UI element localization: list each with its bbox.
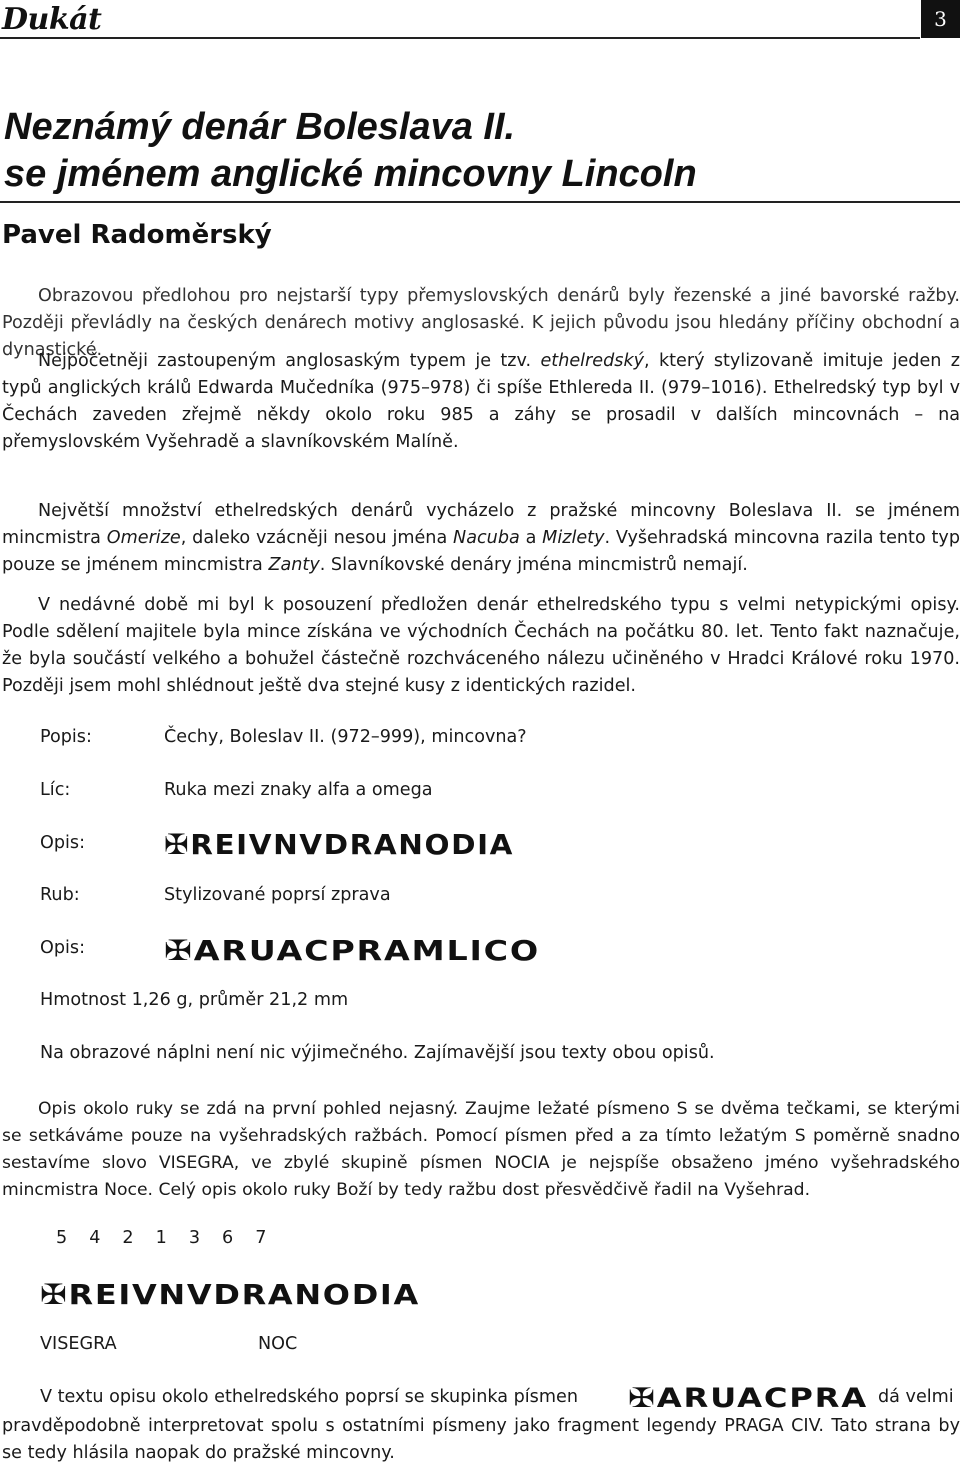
p3-text-c: a <box>519 528 543 548</box>
obverse-legend-repeat-text: ✠REIVNVDRANODIA <box>40 1278 420 1310</box>
page-number: 3 <box>921 0 960 38</box>
digit: 7 <box>255 1228 267 1248</box>
digit: 1 <box>155 1228 167 1248</box>
reverse-legend-text: ✠ARUACPRAMLICO <box>164 934 540 966</box>
word-visegra: VISEGRA <box>40 1334 117 1354</box>
lic-value: Ruka mezi znaky alfa a omega <box>164 780 433 800</box>
reverse-legend-image <box>164 934 544 966</box>
paragraph-5 <box>2 1096 960 1204</box>
lic-label: Líc: <box>40 780 71 800</box>
opis-2-label: Opis: <box>40 938 85 958</box>
paragraph-6-mid: dá velmi <box>878 1387 954 1407</box>
digit: 6 <box>222 1228 234 1248</box>
journal-logo: Dukát <box>2 2 102 37</box>
obverse-legend-text: ✠REIVNVDRANODIA <box>164 828 514 860</box>
title-divider <box>0 201 960 203</box>
p3-em-4: Zanty <box>268 555 320 575</box>
article-title <box>4 104 697 198</box>
obverse-legend-image <box>164 828 516 860</box>
p2-text-b: , který stylizovaně imituje jeden z typů anglických králů Edwarda Mučedníka (975–978) či spíše Ethlereda II. (979–1016). Ethelredský typ byl v Čechách zaveden zřejmě někdy okolo roku 985 a záhy se prosadil v dalších mincovnách – na přemyslovském Vyšehradě a slavníkovském Malíně. <box>2 351 960 452</box>
digit: 5 <box>56 1228 68 1248</box>
p3-text-e: . Slavníkovské denáry jména mincmistrů nemají. <box>319 555 748 575</box>
p3-text-d: . Vyšehradská mincovna razila tento typ pouze se jménem mincmistra <box>2 528 960 575</box>
paragraph-3 <box>2 498 960 579</box>
digit: 3 <box>188 1228 201 1248</box>
digit: 4 <box>89 1228 101 1248</box>
paragraph-6-start: V textu opisu okolo ethelredského poprsí se skupinka písmen <box>40 1387 578 1407</box>
article-author: Pavel Radoměrský <box>2 220 272 250</box>
title-line-2: se jménem anglické mincovny Lincoln <box>4 153 697 195</box>
obverse-legend-image-repeat <box>40 1278 422 1310</box>
p3-em-3: Mizlety <box>542 528 605 548</box>
weight-diameter: Hmotnost 1,26 g, průměr 21,2 mm <box>40 990 349 1010</box>
fragment-legend-text: ✠ARUACPRA <box>628 1383 868 1412</box>
paragraph-6-rest-text: pravděpodobně interpretovat spolu s ostatními písmeny jako fragment legendy PRAGA CIV. Tato strana by se tedy hlásila naopak do pražské mincovny. <box>2 1416 960 1463</box>
p2-text-a: Nejpočetněji zastoupeným anglosaským typem je tzv. <box>38 351 541 371</box>
p2-em: ethelredský <box>540 351 645 371</box>
opis-1-label: Opis: <box>40 833 85 853</box>
p3-text-b: , daleko vzácněji nesou jména <box>180 528 454 548</box>
paragraph-1-text: Obrazovou předlohou pro nejstarší typy přemyslovských denárů byly řezenské a jiné bavorské ražby. Později převládly na českých denárech motivy anglosaské. K jejich původu jsou hledány příčiny obchodní a dynastické. <box>2 286 960 360</box>
rub-label: Rub: <box>40 885 80 905</box>
p3-em-1: Omerize <box>106 528 181 548</box>
word-noc: NOC <box>258 1334 298 1354</box>
letter-order-numbers <box>56 1228 288 1248</box>
popis-label: Popis: <box>40 727 92 747</box>
paragraph-4 <box>2 592 960 700</box>
title-line-1: Neznámý denár Boleslava II. <box>4 106 516 148</box>
digit: 2 <box>122 1228 134 1248</box>
paragraph-6-rest <box>2 1413 960 1466</box>
imagery-note: Na obrazové náplni není nic výjimečného. Zajímavější jsou texty obou opisů. <box>40 1043 715 1063</box>
header-divider <box>0 37 920 39</box>
popis-value: Čechy, Boleslav II. (972–999), mincovna? <box>164 727 527 747</box>
rub-value: Stylizované poprsí zprava <box>164 885 391 905</box>
paragraph-5-text: Opis okolo ruky se zdá na první pohled nejasný. Zaujme ležaté písmeno S se dvěma tečkami, se kterými se setkáváme pouze na vyšehradských ražbách. Pomocí písmen před a za tímto ležatým S poměrně snadno sestavíme slovo VISEGRA, ve zbylé skupině písmen NOCIA je nejspíše obsaženo jméno vyšehradského mincmistra Noce. Celý opis okolo ruky Boží by tedy ražbu dost přesvědčivě řadil na Vyšehrad. <box>2 1099 960 1200</box>
fragment-legend-image <box>628 1382 870 1412</box>
p3-em-2: Nacuba <box>453 528 520 548</box>
paragraph-2 <box>2 348 960 456</box>
paragraph-4-text: V nedávné době mi byl k posouzení předložen denár ethelredského typu s velmi netypickými opisy. Podle sdělení majitele byla mince získána ve východních Čechách na počátku 80. let. Tento fakt naznačuje, že byla součástí velkého a bohužel částečně rozchváceného nálezu učiněného v Hradci Králové roku 1970. Později jsem mohl shlédnout ještě dva stejné kusy z identických razidel. <box>2 595 960 696</box>
p3-text-a: Největší množství ethelredských denárů vycházelo z pražské mincovny Boleslava II. se jménem mincmistra <box>2 501 960 548</box>
